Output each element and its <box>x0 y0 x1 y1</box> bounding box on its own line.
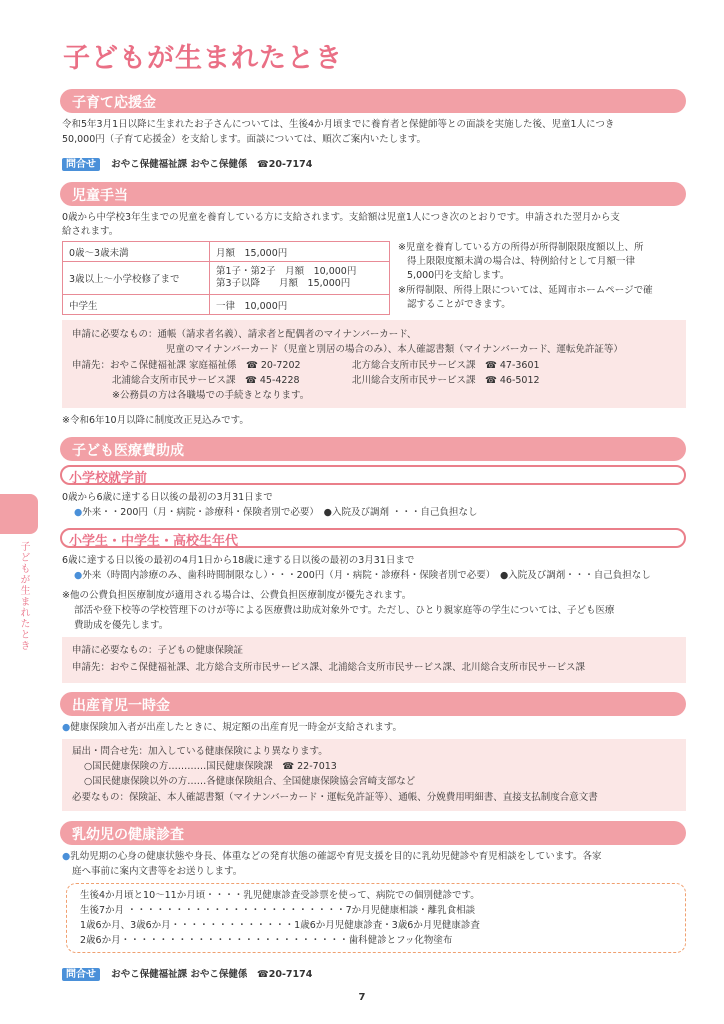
checkup-row: 1歳6か月、3歳6か月・・・・・・・・・・・・・1歳6か月児健康診査・3歳6か月児健康診査 <box>80 920 480 931</box>
allowance-note: ※児童を養育している方の所得が所得制限限度額以上、所 <box>398 242 644 253</box>
subsection-preschool <box>60 465 686 485</box>
contact-row <box>62 962 312 982</box>
checkups-body-line2: 庭へ事前に案内文書等をお送りします。 <box>72 866 243 877</box>
allowance-note: 5,000円を支給します。 <box>407 270 510 281</box>
contact-tag: 問合せ <box>62 158 100 171</box>
medical-needs: 申請に必要なもの：子どもの健康保険証 <box>72 645 244 656</box>
apply-needs-line2: 児童のマイナンバーカード（児童と別居の場合のみ）、本人確認書類（マイナンバーカード、運転免許証等） <box>166 344 623 355</box>
allowance-body-line2: 給されます。 <box>62 226 119 237</box>
checkup-row: 生後7か月 ・・・・・・・・・・・・・・・・・・・・・・・7か月児健康相談・離乳食相談 <box>80 905 476 916</box>
section-header-support <box>60 89 686 113</box>
birth-grant-line: 届出・問合せ先：加入している健康保険により異なります。 <box>72 746 328 757</box>
table-cell: 一律 10,000円 <box>210 295 390 315</box>
apply-place: 申請先：おやこ保健福祉課 家庭福祉係 ☎ 20-7202 <box>72 360 301 371</box>
contact-tag: 問合せ <box>62 968 100 981</box>
section-title: 出産育児一時金 <box>72 698 170 714</box>
section-title: 乳幼児の健康診査 <box>72 827 184 843</box>
preschool-detail: ●外来・・200円（月・病院・診療科・保険者別で必要） ●入院及び調剤 ・・・自己負担なし <box>74 507 478 518</box>
medical-note: 部活や登下校等の学校管理下のけが等による医療費は助成対象外です。ただし、ひとり親家庭等の学生については、子ども医療 <box>74 605 615 616</box>
medical-note: ※他の公費負担医療制度が適用される場合は、公費負担医療制度が優先されます。 <box>62 590 412 601</box>
allowance-note: 得上限限度額未満の場合は、特例給付として月額一律 <box>407 256 636 267</box>
section-header-checkups <box>60 821 686 845</box>
amount-line: 第3子以降 月額 15,000円 <box>216 278 351 289</box>
apply-place: 北浦総合支所市民サービス課 ☎ 45-4228 <box>112 375 300 386</box>
side-tab-label: 子どもが生まれたとき <box>18 541 29 651</box>
preschool-range: 0歳から6歳に達する日以後の最初の3月31日まで <box>62 492 273 503</box>
checkups-body-line1: ●乳幼児期の心身の健康状態や身長、体重などの発育状態の確認や育児支援を目的に乳幼児健診や育児相談をしています。各家 <box>62 851 602 862</box>
section-title: 子育て応援金 <box>72 95 156 111</box>
table-row <box>63 262 390 295</box>
allowance-body-line1: 0歳から中学校3年生までの児童を養育している方に支給されます。支給額は児童1人につき次のとおりです。申請された翌月から支 <box>62 212 620 223</box>
page-title: 子どもが生まれたとき <box>63 43 343 74</box>
birth-grant-line: ○国民健康保険以外の方……各健康保険組合、全国健康保険協会宮崎支部など <box>84 776 416 787</box>
table-cell <box>210 262 390 295</box>
checkup-row: 生後4か月頃と10～11か月頃・・・・乳児健康診査受診票を使って、病院での個別健診です。 <box>80 890 480 901</box>
amount-line: 第1子・第2子 月額 10,000円 <box>216 266 357 277</box>
section-title: 児童手当 <box>72 188 128 204</box>
section-header-child-allowance <box>60 182 686 206</box>
table-row <box>63 295 390 315</box>
contact-row <box>62 152 312 172</box>
public-servant-note: ※公務員の方は各職場での手続きとなります。 <box>112 390 310 401</box>
apply-place: 北方総合支所市民サービス課 ☎ 47-3601 <box>352 360 540 371</box>
page-number: 7 <box>358 992 366 1003</box>
students-range: 6歳に達する日以後の最初の4月1日から18歳に達する日以後の最初の3月31日まで <box>62 555 415 566</box>
table-cell: 0歳～3歳未満 <box>63 242 210 262</box>
reform-note: ※令和6年10月以降に制度改正見込みです。 <box>62 415 249 426</box>
subsection-title: 小学生・中学生・高校生年代 <box>69 534 239 549</box>
checkup-row: 2歳6か月・・・・・・・・・・・・・・・・・・・・・・・・歯科健診とフッ化物塗布 <box>80 935 453 946</box>
allowance-note: ※所得制限、所得上限については、延岡市ホームページで確 <box>398 285 653 296</box>
contact-text: おやこ保健福祉課 おやこ保健係 ☎20-7174 <box>111 159 313 170</box>
table-cell: 3歳以上～小学校修了まで <box>63 262 210 295</box>
table-cell: 中学生 <box>63 295 210 315</box>
allowance-table <box>62 241 390 315</box>
apply-needs-line1: 申請に必要なもの：通帳（請求者名義）、請求者と配偶者のマイナンバーカード、 <box>72 329 417 340</box>
apply-place: 北川総合支所市民サービス課 ☎ 46-5012 <box>352 375 540 386</box>
support-body-line1: 令和5年3月1日以降に生まれたお子さんについては、生後4か月頃までに養育者と保健師等との面談を実施した後、児童1人につき <box>62 119 615 130</box>
birth-grant-line: ○国民健康保険の方…………国民健康保険課 ☎ 22-7013 <box>84 761 337 772</box>
subsection-students <box>60 528 686 548</box>
section-header-medical <box>60 437 686 461</box>
birth-grant-body: ●健康保険加入者が出産したときに、規定額の出産育児一時金が支給されます。 <box>62 722 403 733</box>
section-header-birth-grant <box>60 692 686 716</box>
birth-grant-line: 必要なもの：保険証、本人確認書類（マイナンバーカード・運転免許証等）、通帳、分娩費用明細書、直接支払制度合意文書 <box>72 792 598 803</box>
table-row <box>63 242 390 262</box>
contact-text: おやこ保健福祉課 おやこ保健係 ☎20-7174 <box>111 969 313 980</box>
section-title: 子ども医療費助成 <box>72 443 184 459</box>
allowance-note: 認することができます。 <box>407 299 511 310</box>
side-tab <box>0 494 38 534</box>
subsection-title: 小学校就学前 <box>69 471 148 486</box>
medical-apply: 申請先：おやこ保健福祉課、北方総合支所市民サービス課、北浦総合支所市民サービス課、北川総合支所市民サービス課 <box>72 662 586 673</box>
medical-note: 費助成を優先します。 <box>74 620 169 631</box>
table-cell: 月額 15,000円 <box>210 242 390 262</box>
support-body-line2: 50,000円（子育て応援金）を支給します。面談については、順次ご案内いたします。 <box>62 134 427 145</box>
students-detail: ●外来（時間内診療のみ、歯科時間制限なし）・・・200円（月・病院・診療科・保険者別で必要） ●入院及び調剤・・・自己負担なし <box>74 570 651 581</box>
